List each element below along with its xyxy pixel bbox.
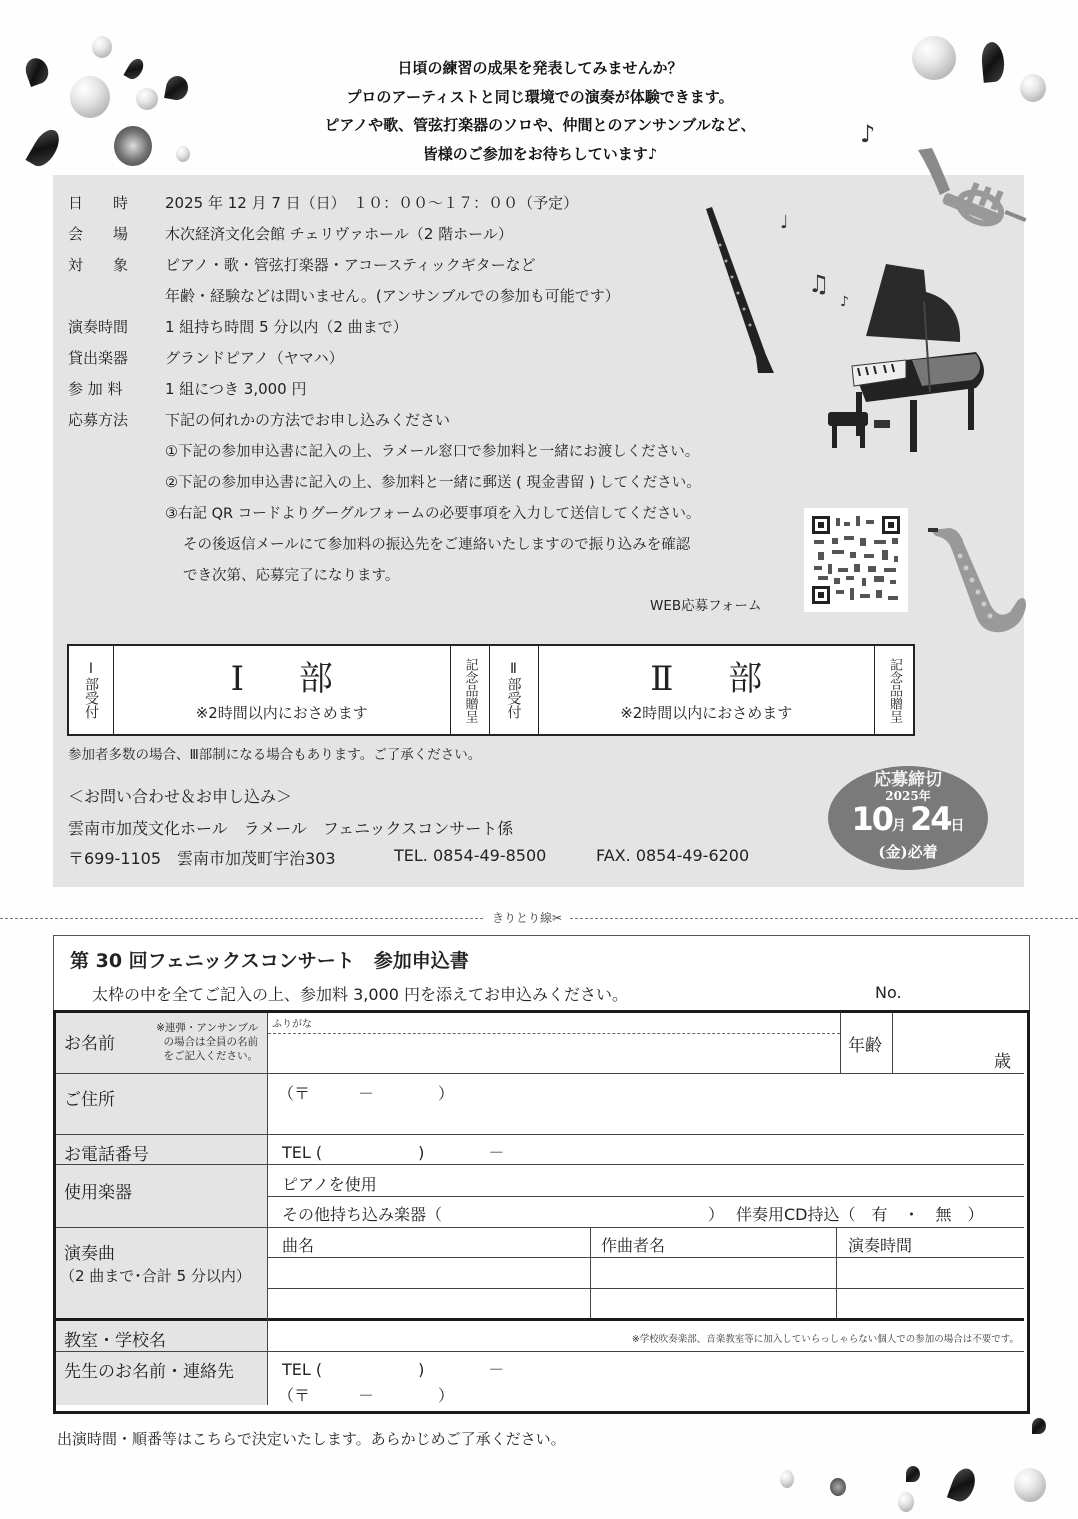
pearl-decoration (780, 1470, 794, 1488)
other-instrument-input[interactable] (456, 1199, 696, 1225)
info-value: ピアノ・歌・管弦打楽器・アコースティックギターなど (165, 256, 536, 274)
gem-decoration (164, 74, 190, 101)
session-2-reception: Ⅱ部受付 (490, 646, 539, 734)
divider (268, 1196, 1024, 1197)
divider (56, 1227, 1024, 1228)
session-2-note: ※2時間以内におさめます (620, 703, 793, 722)
info-label: 貸出楽器 (68, 349, 129, 367)
pearl-decoration (898, 1492, 914, 1512)
info-apply-row (68, 409, 450, 430)
pearl-decoration (92, 36, 112, 58)
intro-line: プロのアーティストと同じ環境での演奏が体験できます。 (346, 87, 734, 106)
session-1-gift: 記念品贈呈 (450, 646, 490, 734)
session-table (67, 644, 915, 736)
saxophone-illustration (926, 520, 1030, 636)
age-label: 年齢 (848, 1036, 882, 1056)
pearl-decoration (176, 146, 190, 162)
info-value: 木次経済文化会館 チェリヴァホール（2 階ホール） (165, 225, 513, 243)
piano-use-option[interactable]: ピアノを使用 (282, 1175, 377, 1194)
info-label: 参 加 料 (68, 380, 123, 398)
footer-note: 出演時間・順番等はこちらで決定いたします。あらかじめご了承ください。 (57, 1430, 566, 1448)
sessions-note: 参加者多数の場合、Ⅲ部制になる場合もあります。ご了承ください。 (68, 747, 482, 763)
deadline-year: 2025年 (885, 789, 931, 803)
gem-decoration (22, 55, 52, 87)
intro-line: 皆様のご参加をお待ちしています♪ (422, 144, 658, 163)
pieces-label: 演奏曲 (64, 1244, 115, 1264)
deadline-label: 応募締切 (874, 770, 942, 790)
divider (56, 1164, 1024, 1165)
info-venue-row (68, 223, 513, 244)
address-zip-template: （〒 － ） (278, 1084, 455, 1103)
music-note-icon: ♪ (860, 120, 876, 148)
thick-divider (56, 1318, 1024, 1321)
form-grid (53, 1010, 1030, 1414)
diamond-decoration (114, 126, 152, 166)
music-note-icon: ♩ (780, 212, 789, 233)
contact-address: 〒699-1105 雲南市加茂町宇治303 (68, 849, 336, 868)
pearl-decoration (912, 36, 956, 80)
apply-method-1: ①下記の参加申込書に記入の上、ラメール窓口で参加料と一緒にお渡しください。 (165, 444, 700, 460)
cd-option[interactable]: 伴奏用CD持込（ 有 ・ 無 ） (736, 1205, 984, 1224)
info-target-note: 年齢・経験などは問いません。(アンサンブルでの参加も可能です） (165, 287, 620, 305)
form-title: 第 30 回フェニックスコンサート 参加申込書 (70, 950, 469, 972)
phone-input[interactable]: TEL ( ) － (282, 1143, 505, 1162)
pieces-note: （2 曲まで･合計 5 分以内） (60, 1267, 251, 1285)
divider (892, 1013, 893, 1073)
form-number-label: No. (875, 983, 902, 1002)
piece-2-composer-input[interactable] (592, 1290, 835, 1318)
info-label: 日 時 (68, 194, 129, 212)
info-value: 下記の何れかの方法でお申し込みください (165, 411, 451, 429)
info-fee-row (68, 378, 307, 399)
furigana-divider (268, 1033, 840, 1034)
divider (56, 1073, 1024, 1074)
info-label: 応募方法 (68, 411, 129, 429)
instrument-label: 使用楽器 (64, 1183, 132, 1203)
apply-note-2: でき次第、応募完了になります。 (183, 568, 400, 584)
intro-message (210, 54, 870, 168)
info-label: 対 象 (68, 256, 129, 274)
age-unit: 歳 (994, 1052, 1011, 1072)
session-2-gift: 記念品贈呈 (874, 646, 913, 734)
deadline-day: 24 (910, 800, 951, 838)
divider (590, 1227, 591, 1319)
gem-decoration (1032, 1418, 1046, 1434)
pearl-decoration (1020, 74, 1046, 102)
name-note-line: の場合は全員の名前 (163, 1036, 258, 1048)
piece-2-title-input[interactable] (269, 1290, 589, 1318)
info-target-row (68, 254, 536, 275)
deadline-month-unit: 月 (892, 818, 906, 834)
piece-1-time-input[interactable] (838, 1259, 1023, 1287)
music-note-icon: ♫ (808, 270, 830, 298)
divider (268, 1257, 1024, 1258)
info-value: 1 組持ち時間 5 分以内（2 曲まで） (165, 318, 408, 336)
furigana-label: ふりがな (272, 1019, 312, 1030)
name-note (140, 1021, 258, 1063)
apply-method-3: ③右記 QR コードよりグーグルフォームの必要事項を入力して送信してください。 (165, 506, 701, 522)
info-value: グランドピアノ（ヤマハ） (165, 349, 344, 367)
session-2 (539, 646, 875, 734)
piece-1-composer-input[interactable] (592, 1259, 835, 1287)
name-input[interactable] (268, 1035, 840, 1071)
intro-line: ピアノや歌、管弦打楽器のソロや、仲間とのアンサンブルなど、 (324, 116, 756, 134)
phone-label: お電話番号 (64, 1145, 149, 1165)
address-label: ご住所 (64, 1090, 115, 1110)
divider (267, 1013, 268, 1405)
session-1-title: Ⅰ 部 (230, 658, 355, 699)
cut-line-label: きりとり線✂ (484, 909, 570, 926)
session-1-note: ※2時間以内におさめます (195, 703, 368, 722)
deadline-suffix: (金)必着 (878, 843, 938, 861)
teacher-phone-input[interactable]: TEL ( ) － (282, 1360, 505, 1379)
deadline-day-unit: 日 (950, 818, 965, 834)
diamond-decoration (830, 1478, 846, 1496)
info-rental-row (68, 347, 344, 368)
music-note-icon: ♪ (840, 294, 849, 310)
school-note: ※学校吹奏楽部、音楽教室等に加入していらっしゃらない個人での参加の場合は不要です。 (631, 1334, 1019, 1345)
school-label: 教室・学校名 (64, 1331, 166, 1351)
address-input[interactable] (268, 1075, 1024, 1133)
session-2-title: Ⅱ 部 (650, 658, 785, 699)
pearl-decoration (136, 88, 158, 110)
divider (840, 1013, 841, 1073)
pearl-decoration (1014, 1468, 1046, 1502)
name-note-line: ※連弾・アンサンブル (156, 1022, 258, 1034)
trumpet-illustration (910, 140, 1035, 240)
col-composer-header: 作曲者名 (601, 1236, 666, 1255)
name-note-line: をご記入ください。 (163, 1050, 258, 1062)
teacher-zip-input[interactable]: （〒 － ） (278, 1386, 455, 1405)
other-instrument-label: その他持ち込み楽器（ (282, 1205, 443, 1224)
divider (268, 1288, 1024, 1289)
gem-decoration (25, 125, 64, 171)
deadline-badge (828, 766, 988, 870)
other-instrument-close: ） (708, 1205, 725, 1224)
divider (56, 1351, 1024, 1352)
session-1-reception: Ⅰ部受付 (69, 646, 114, 734)
contact-tel: TEL. 0854-49-8500 (394, 846, 547, 865)
contact-org: 雲南市加茂文化ホール ラメール フェニックスコンサート係 (68, 819, 514, 838)
divider (836, 1227, 837, 1319)
gem-decoration (123, 56, 146, 82)
piece-2-time-input[interactable] (838, 1290, 1023, 1318)
deadline-month: 10 (851, 800, 892, 838)
info-label: 演奏時間 (68, 318, 129, 336)
teacher-label: 先生のお名前・連絡先 (64, 1362, 234, 1382)
apply-note-1: その後返信メールにて参加料の振込先をご連絡いたしますので振り込みを確認 (183, 537, 691, 553)
session-1 (114, 646, 450, 734)
col-time-header: 演奏時間 (848, 1236, 913, 1255)
piece-1-title-input[interactable] (269, 1259, 589, 1287)
name-label: お名前 (64, 1034, 115, 1054)
pearl-decoration (70, 76, 110, 118)
deadline-date (828, 802, 988, 843)
info-duration-row (68, 316, 408, 337)
info-value: 2025 年 12 月 7 日（日） １０：００～１７：００（予定） (165, 194, 579, 212)
info-label: 会 場 (68, 225, 129, 243)
contact-heading: ＜お問い合わせ＆お申し込み＞ (68, 787, 293, 806)
qr-label: WEB応募フォーム (650, 598, 762, 614)
grand-piano-illustration (826, 262, 996, 472)
divider (56, 1134, 1024, 1135)
gem-decoration (980, 41, 1005, 83)
qr-code[interactable] (804, 508, 908, 612)
intro-line: 日頃の練習の成果を発表してみませんか？ (397, 59, 683, 77)
contact-fax: FAX. 0854-49-6200 (596, 846, 750, 865)
apply-method-2: ②下記の参加申込書に記入の上、参加料と一緒に郵送 ( 現金書留 ) してください。 (165, 475, 701, 491)
gem-decoration (906, 1466, 920, 1482)
info-date-row (68, 192, 578, 213)
clarinet-illustration (700, 205, 790, 375)
col-title-header: 曲名 (282, 1236, 315, 1255)
form-subtitle: 太枠の中を全てご記入の上、参加料 3,000 円を添えてお申込みください。 (92, 985, 628, 1004)
info-value: 1 組につき 3,000 円 (165, 380, 307, 398)
qr-code-icon (804, 508, 908, 612)
gem-decoration (947, 1465, 979, 1504)
